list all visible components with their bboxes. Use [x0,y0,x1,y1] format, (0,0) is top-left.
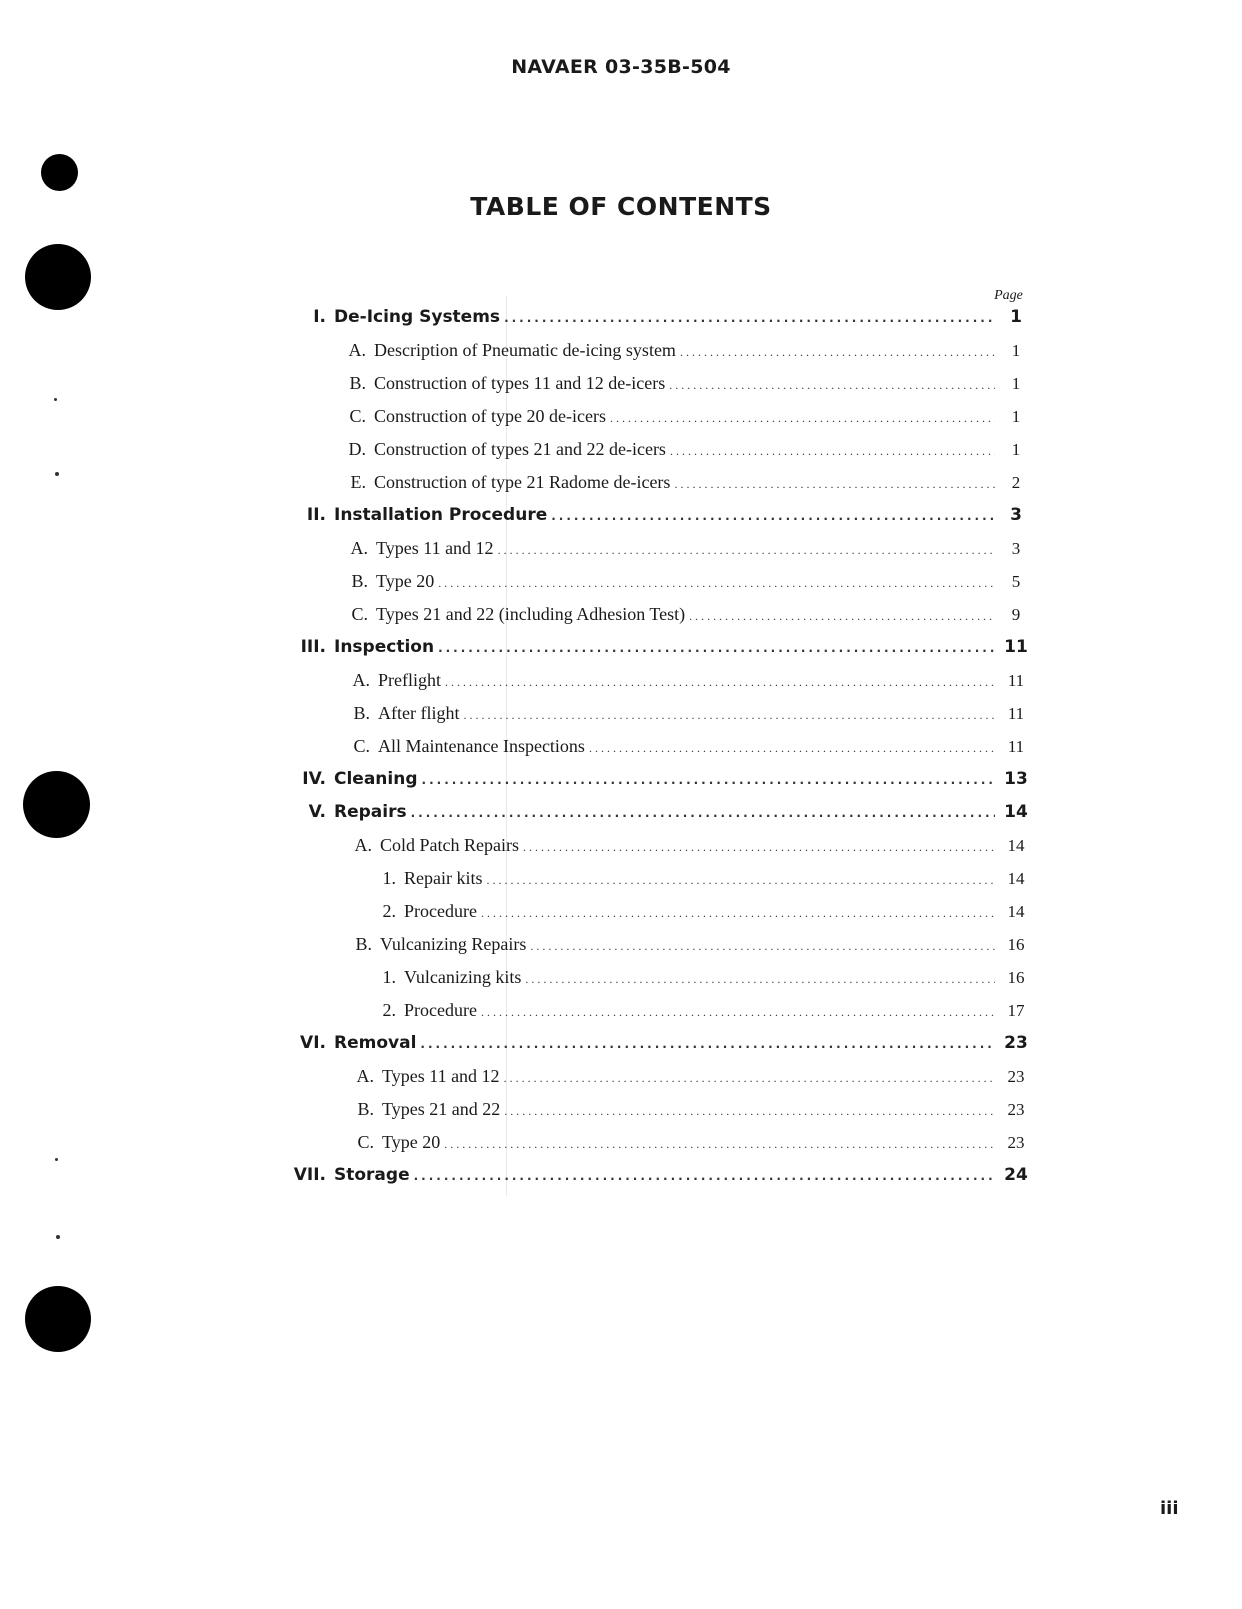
punch-hole [25,1286,91,1352]
toc-entry-number: VI. [300,1033,326,1053]
document-number: NAVAER 03-35B-504 [511,56,731,78]
toc-entry-number: IV. [302,769,326,789]
toc-leader-dots [525,972,995,987]
toc-leader-dots [504,1104,995,1119]
toc-entry-label: Vulcanizing Repairs [380,934,527,954]
toc-entry-number: 2. [382,901,396,921]
toc-entry-number: C. [357,1132,374,1152]
toc-leader-dots [680,345,995,360]
toc-entry-label: Type 20 [382,1132,441,1152]
toc-section-entry [290,1165,1031,1195]
toc-leader-dots [610,411,995,426]
toc-entry-number: B. [355,934,372,954]
toc-entry-page: 1 [1011,440,1021,459]
toc-leader-dots [463,708,995,723]
toc-entry-label: Types 11 and 12 [382,1066,500,1086]
toc-entry-page: 14 [1007,869,1025,888]
toc-entry-page: 11 [1007,704,1025,723]
toc-leader-dots [481,1005,995,1020]
toc-leader-dots [438,576,995,591]
toc-entry-page: 14 [1007,902,1025,921]
toc-entry-page: 14 [1007,836,1025,855]
toc-entry-label: Cold Patch Repairs [380,835,519,855]
toc-entry-number: III. [300,637,326,657]
speck [54,398,57,401]
toc-entry-page: 17 [1007,1001,1025,1020]
toc-entry-label: Repairs [334,802,407,822]
toc-entry-page: 3 [1010,505,1022,525]
toc-subsection-entry [350,571,1031,601]
toc-leader-dots [504,311,995,325]
toc-entry-number: E. [350,472,366,492]
toc-entry-page: 16 [1007,968,1025,987]
toc-entry-label: Preflight [378,670,441,690]
toc-entry-number: VII. [293,1165,326,1185]
toc-entry-number: A. [356,1066,374,1086]
toc-item-entry [382,967,1031,997]
toc-leader-dots [670,444,995,459]
punch-hole [23,771,90,838]
toc-entry-label: Description of Pneumatic de-icing system [374,340,676,360]
speck [55,472,59,476]
toc-entry-page: 2 [1011,473,1021,492]
toc-entry-label: Construction of types 21 and 22 de-icers [374,439,666,459]
toc-entry-number: II. [306,505,326,525]
toc-entry-number: C. [351,604,368,624]
toc-subsection-entry [354,835,1031,865]
toc-entry-label: Types 21 and 22 [382,1099,501,1119]
toc-subsection-entry [348,340,1031,370]
toc-entry-page: 1 [1011,374,1021,393]
toc-entry-page: 14 [1004,802,1028,822]
toc-leader-dots [530,939,995,954]
toc-leader-dots [481,906,995,921]
toc-leader-dots [422,773,995,787]
toc-entry-page: 16 [1007,935,1025,954]
toc-subsection-entry [348,373,1031,403]
toc-entry-page: 9 [1011,605,1021,624]
toc-entry-page: 23 [1007,1133,1025,1152]
toc-entry-number: A. [350,538,368,558]
toc-item-entry [382,1000,1031,1030]
toc-entry-number: B. [357,1099,374,1119]
toc-subsection-entry [348,406,1031,436]
toc-entry-page: 23 [1007,1067,1025,1086]
toc-section-entry [290,1033,1031,1063]
toc-entry-label: Types 21 and 22 (including Adhesion Test) [376,604,686,624]
punch-hole [41,154,78,191]
toc-leader-dots [689,609,995,624]
toc-entry-label: Repair kits [404,868,483,888]
toc-entry-label: Procedure [404,901,477,921]
toc-leader-dots [411,806,995,820]
toc-section-entry [290,802,1031,832]
toc-entry-label: After flight [378,703,460,723]
toc-leader-dots [504,1071,995,1086]
toc-item-entry [382,868,1031,898]
toc-entry-number: V. [308,802,326,822]
toc-subsection-entry [352,703,1031,733]
toc-subsection-entry [356,1132,1031,1162]
page-title: TABLE OF CONTENTS [470,192,772,221]
toc-section-entry [290,307,1031,337]
toc-entry-page: 23 [1007,1100,1025,1119]
toc-subsection-entry [348,439,1031,469]
speck [56,1235,60,1239]
toc-entry-page: 11 [1004,637,1028,657]
toc-leader-dots [551,509,995,523]
toc-entry-page: 24 [1004,1165,1028,1185]
toc-entry-label: Construction of type 21 Radome de-icers [374,472,671,492]
toc-subsection-entry [356,1099,1031,1129]
toc-subsection-entry [354,934,1031,964]
toc-entry-label: Construction of type 20 de-icers [374,406,606,426]
toc-leader-dots [674,477,995,492]
toc-entry-label: De-Icing Systems [334,307,501,327]
toc-entry-number: A. [352,670,370,690]
toc-entry-number: B. [351,571,368,591]
toc-leader-dots [420,1037,995,1051]
toc-leader-dots [669,378,995,393]
toc-item-entry [382,901,1031,931]
toc-entry-label: Installation Procedure [334,505,548,525]
toc-leader-dots [498,543,995,558]
toc-entry-number: C. [349,406,366,426]
speck [55,1158,58,1161]
toc-entry-label: Storage [334,1165,410,1185]
toc-entry-page: 1 [1011,407,1021,426]
toc-subsection-entry [352,736,1031,766]
toc-entry-page: 11 [1007,737,1025,756]
punch-hole [25,244,91,310]
toc-leader-dots [589,741,995,756]
toc-entry-label: Vulcanizing kits [404,967,522,987]
toc-entry-label: All Maintenance Inspections [378,736,585,756]
toc-subsection-entry [348,472,1031,502]
toc-entry-page: 13 [1004,769,1028,789]
toc-entry-number: D. [348,439,366,459]
toc-entry-page: 11 [1007,671,1025,690]
toc-entry-label: Cleaning [334,769,418,789]
toc-entry-number: A. [354,835,372,855]
toc-leader-dots [445,675,995,690]
toc-subsection-entry [356,1066,1031,1096]
toc-entry-label: Removal [334,1033,417,1053]
toc-subsection-entry [350,604,1031,634]
toc-entry-number: 1. [382,967,396,987]
toc-section-entry [290,505,1031,535]
toc-entry-number: B. [349,373,366,393]
toc-entry-number: B. [353,703,370,723]
toc-subsection-entry [352,670,1031,700]
toc-entry-label: Procedure [404,1000,477,1020]
toc-entry-number: 2. [382,1000,396,1020]
toc-entry-number: C. [353,736,370,756]
toc-section-entry [290,637,1031,667]
page-number: iii [1160,1498,1179,1519]
toc-leader-dots [438,641,995,655]
toc-leader-dots [444,1137,995,1152]
toc-leader-dots [414,1169,995,1183]
toc-entry-label: Construction of types 11 and 12 de-icers [374,373,666,393]
toc-entry-page: 1 [1010,307,1022,327]
toc-entry-label: Type 20 [376,571,435,591]
page-column-header: Page [994,288,1023,303]
toc-entry-page: 1 [1011,341,1021,360]
toc-entry-label: Inspection [334,637,435,657]
toc-entry-page: 5 [1011,572,1021,591]
toc-entry-number: A. [348,340,366,360]
toc-entry-label: Types 11 and 12 [376,538,494,558]
toc-entry-number: 1. [382,868,396,888]
toc-leader-dots [487,873,996,888]
toc-entry-number: I. [313,307,326,327]
toc-subsection-entry [350,538,1031,568]
toc-section-entry [290,769,1031,799]
toc-leader-dots [523,840,995,855]
toc-entry-page: 3 [1011,539,1021,558]
toc-entry-page: 23 [1004,1033,1028,1053]
